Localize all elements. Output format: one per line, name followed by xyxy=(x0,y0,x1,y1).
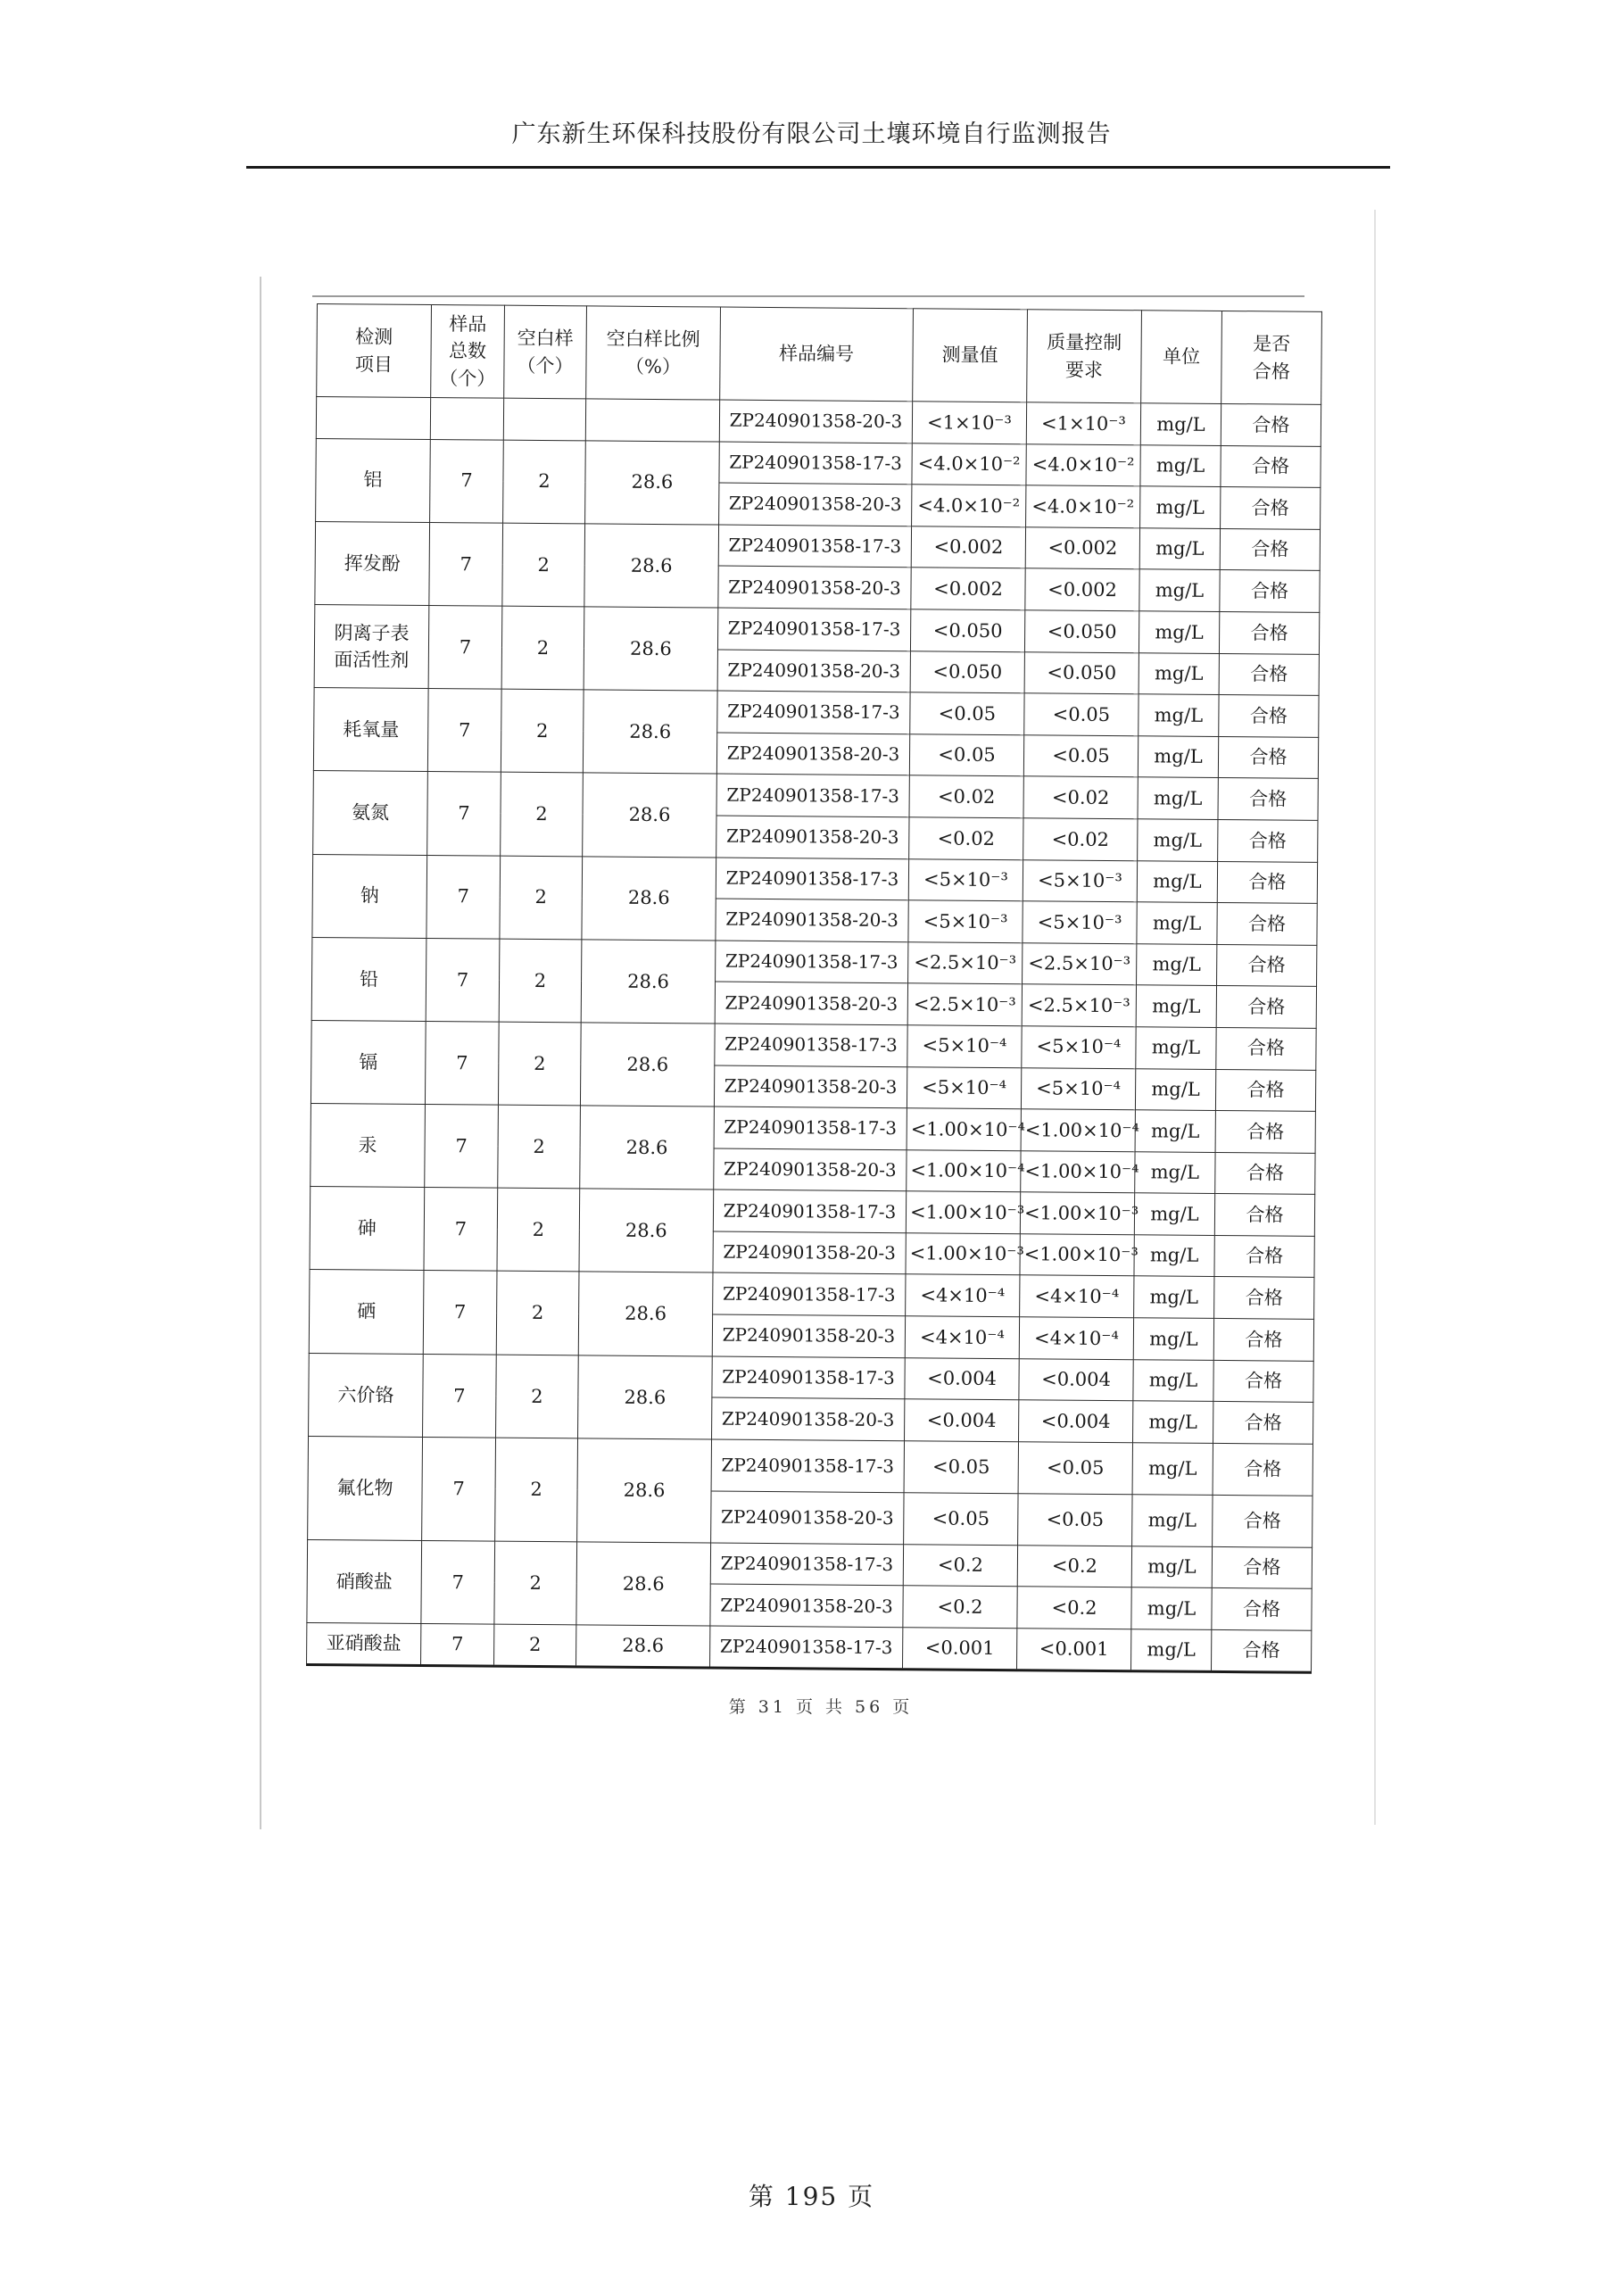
sample-id-cell: ZP240901358-17-3 xyxy=(714,1107,907,1149)
blank-cell: 2 xyxy=(501,772,584,856)
sample-id-cell: ZP240901358-20-3 xyxy=(716,899,908,941)
pass-cell: 合格 xyxy=(1218,736,1318,778)
item-cell xyxy=(314,604,429,688)
header-total: 样品 总数 （个） xyxy=(431,305,505,399)
measured-cell: <0.050 xyxy=(910,609,1024,652)
measured-cell: <0.05 xyxy=(904,1493,1018,1546)
pass-cell: 合格 xyxy=(1217,944,1317,986)
scan-top-line xyxy=(312,295,1304,297)
measured-cell: <5×10⁻³ xyxy=(908,900,1023,943)
table-row xyxy=(311,1020,1316,1069)
unit-cell: mg/L xyxy=(1139,569,1220,611)
sample-id-cell: ZP240901358-20-3 xyxy=(712,1314,905,1357)
sample-id-cell: ZP240901358-17-3 xyxy=(715,1024,907,1066)
unit-cell: mg/L xyxy=(1137,943,1217,985)
measured-cell: <0.05 xyxy=(909,734,1023,776)
sample-id-cell: ZP240901358-17-3 xyxy=(711,1439,904,1493)
measured-cell: <5×10⁻⁴ xyxy=(907,1066,1021,1109)
table-row xyxy=(314,604,1319,653)
qc-cell: <4×10⁻⁴ xyxy=(1020,1275,1134,1318)
qc-cell: <4.0×10⁻² xyxy=(1026,485,1140,528)
item-cell: 硝酸盐 xyxy=(307,1539,422,1623)
table-row xyxy=(310,1187,1314,1236)
blank-cell xyxy=(503,398,585,440)
measured-cell: <1.00×10⁻⁴ xyxy=(907,1149,1021,1192)
qc-cell: <2.5×10⁻³ xyxy=(1023,942,1137,985)
pass-cell: 合格 xyxy=(1219,611,1319,653)
scan-edge-right xyxy=(1374,210,1376,1825)
qc-cell: <0.001 xyxy=(1016,1629,1130,1671)
header-sample: 样品编号 xyxy=(720,307,914,402)
total-cell: 7 xyxy=(427,689,501,773)
pass-cell: 合格 xyxy=(1217,861,1317,903)
sample-id-cell: ZP240901358-20-3 xyxy=(713,1231,906,1274)
qc-cell: <1.00×10⁻⁴ xyxy=(1021,1150,1135,1193)
qc-cell: <0.02 xyxy=(1023,776,1138,819)
unit-cell: mg/L xyxy=(1131,1546,1212,1588)
qc-cell: <5×10⁻³ xyxy=(1023,901,1137,944)
total-cell: 7 xyxy=(426,855,501,939)
pass-cell: 合格 xyxy=(1214,1194,1314,1236)
blank-cell: 2 xyxy=(501,606,584,690)
blank-cell: 2 xyxy=(494,1624,576,1666)
sample-id-cell: ZP240901358-20-3 xyxy=(712,1397,905,1440)
table-row xyxy=(310,1270,1314,1319)
unit-cell: mg/L xyxy=(1140,486,1221,528)
unit-cell: mg/L xyxy=(1132,1443,1213,1496)
unit-cell: mg/L xyxy=(1133,1359,1213,1401)
item-cell: 镉 xyxy=(311,1020,426,1104)
measured-cell: <0.2 xyxy=(903,1586,1017,1629)
item-cell: 钠 xyxy=(312,854,427,938)
unit-cell: mg/L xyxy=(1139,611,1219,653)
measured-cell: <0.05 xyxy=(910,692,1024,735)
unit-cell: mg/L xyxy=(1139,694,1219,736)
total-cell: 7 xyxy=(427,772,501,856)
sample-id-cell: ZP240901358-17-3 xyxy=(713,1272,906,1315)
qc-cell: <0.2 xyxy=(1017,1546,1131,1588)
sample-id-cell: ZP240901358-17-3 xyxy=(710,1626,903,1669)
header-unit: 单位 xyxy=(1141,311,1222,404)
blank-cell: 2 xyxy=(498,1105,581,1189)
sample-id-cell: ZP240901358-17-3 xyxy=(712,1356,905,1399)
ratio-cell: 28.6 xyxy=(584,524,719,608)
ratio-cell: 28.6 xyxy=(584,607,718,691)
qc-cell: <0.05 xyxy=(1018,1494,1132,1546)
ratio-cell: 28.6 xyxy=(578,1355,713,1438)
qc-cell: <0.2 xyxy=(1017,1587,1131,1629)
item-cell: 氟化物 xyxy=(308,1436,423,1540)
table-row xyxy=(316,438,1321,487)
unit-cell: mg/L xyxy=(1134,1276,1214,1318)
qc-cell: <2.5×10⁻³ xyxy=(1022,984,1136,1027)
blank-cell: 2 xyxy=(497,1188,580,1272)
sample-id-cell: ZP240901358-20-3 xyxy=(718,566,911,609)
blank-cell: 2 xyxy=(494,1541,577,1625)
qc-cell: <1.00×10⁻³ xyxy=(1020,1234,1134,1277)
qc-cell: <4×10⁻⁴ xyxy=(1019,1317,1133,1360)
unit-cell: mg/L xyxy=(1134,1235,1214,1277)
sample-id-cell: ZP240901358-17-3 xyxy=(718,525,911,568)
total-cell: 7 xyxy=(423,1271,497,1355)
header-item: 检测 项目 xyxy=(317,304,432,398)
measured-cell: <0.004 xyxy=(905,1399,1019,1442)
ratio-cell: 28.6 xyxy=(580,1023,715,1107)
qc-cell: <0.050 xyxy=(1024,651,1139,694)
sample-id-cell: ZP240901358-17-3 xyxy=(710,1543,903,1586)
qc-cell: <5×10⁻⁴ xyxy=(1021,1067,1135,1110)
total-cell: 7 xyxy=(426,938,500,1022)
total-cell: 7 xyxy=(428,605,502,689)
ratio-cell: 28.6 xyxy=(577,1438,712,1543)
unit-cell: mg/L xyxy=(1133,1401,1213,1443)
table-row xyxy=(307,1622,1312,1671)
table-header-row xyxy=(317,304,1322,405)
sample-id-cell: ZP240901358-17-3 xyxy=(716,774,909,816)
sample-id-cell: ZP240901358-17-3 xyxy=(716,941,908,983)
unit-cell: mg/L xyxy=(1137,902,1217,944)
item-cell: 氨氮 xyxy=(313,771,428,855)
page-number: 第 195 页 xyxy=(748,2182,875,2211)
pass-cell: 合格 xyxy=(1213,1402,1312,1444)
unit-cell: mg/L xyxy=(1138,777,1218,819)
unit-cell: mg/L xyxy=(1134,1193,1214,1235)
sample-id-cell: ZP240901358-20-3 xyxy=(714,1148,907,1191)
qc-cell: <0.05 xyxy=(1018,1442,1132,1495)
sample-id-cell: ZP240901358-20-3 xyxy=(715,982,907,1024)
qc-cell: <1.00×10⁻⁴ xyxy=(1021,1109,1135,1152)
sample-id-cell: ZP240901358-20-3 xyxy=(719,483,912,526)
pass-cell: 合格 xyxy=(1217,903,1317,945)
table-row xyxy=(307,1539,1312,1588)
measured-cell: <2.5×10⁻³ xyxy=(907,983,1022,1026)
ratio-cell: 28.6 xyxy=(580,1106,715,1189)
measured-cell: <1.00×10⁻³ xyxy=(906,1191,1020,1234)
sample-id-cell: ZP240901358-20-3 xyxy=(716,816,909,858)
qc-cell: <0.02 xyxy=(1023,818,1138,861)
qc-cell: <0.050 xyxy=(1024,610,1139,653)
total-cell: 7 xyxy=(425,1021,499,1105)
total-cell: 7 xyxy=(430,439,504,523)
blank-cell: 2 xyxy=(496,1355,579,1438)
item-cell: 六价铬 xyxy=(309,1353,424,1437)
measured-cell: <0.002 xyxy=(911,526,1025,569)
unit-cell: mg/L xyxy=(1136,1027,1216,1069)
total-cell: 7 xyxy=(425,1105,499,1189)
measured-cell: <4.0×10⁻² xyxy=(912,443,1026,485)
unit-cell: mg/L xyxy=(1138,735,1218,777)
measured-cell: <0.02 xyxy=(909,775,1023,818)
pass-cell: 合格 xyxy=(1212,1546,1312,1588)
unit-cell: mg/L xyxy=(1140,403,1221,445)
unit-cell: mg/L xyxy=(1136,985,1216,1027)
item-line: 阴离子表 xyxy=(334,621,410,644)
blank-cell: 2 xyxy=(495,1438,578,1542)
ratio-cell: 28.6 xyxy=(576,1625,710,1668)
unit-cell: mg/L xyxy=(1137,860,1217,902)
blank-cell: 2 xyxy=(500,856,583,940)
ratio-cell: 28.6 xyxy=(576,1542,711,1626)
measured-cell: <0.002 xyxy=(911,568,1025,610)
table-row xyxy=(313,771,1318,820)
table-body xyxy=(307,397,1321,1672)
item-line: 面活性剂 xyxy=(334,649,410,671)
pass-cell: 合格 xyxy=(1213,1360,1313,1402)
item-cell: 砷 xyxy=(310,1187,425,1271)
unit-cell: mg/L xyxy=(1139,652,1219,694)
total-cell: 7 xyxy=(423,1354,497,1438)
qc-cell: <0.05 xyxy=(1023,734,1138,777)
ratio-cell: 28.6 xyxy=(582,856,716,940)
unit-cell: mg/L xyxy=(1140,444,1221,486)
item-cell: 铝 xyxy=(316,438,431,522)
measured-cell: <5×10⁻³ xyxy=(908,858,1023,901)
ratio-cell: 28.6 xyxy=(579,1189,714,1272)
blank-cell: 2 xyxy=(499,939,582,1023)
blank-cell: 2 xyxy=(496,1272,579,1355)
unit-cell: mg/L xyxy=(1139,528,1220,570)
pass-cell: 合格 xyxy=(1213,1443,1312,1496)
measured-cell: <4×10⁻⁴ xyxy=(905,1316,1019,1359)
unit-cell: mg/L xyxy=(1133,1318,1213,1360)
measured-cell: <1.00×10⁻³ xyxy=(906,1233,1020,1276)
total-cell xyxy=(430,398,503,440)
item-cell: 硒 xyxy=(309,1270,424,1354)
qc-results-table xyxy=(306,303,1322,1673)
blank-cell: 2 xyxy=(498,1022,581,1106)
header-qc: 质量控制 要求 xyxy=(1027,310,1142,403)
sample-id-cell: ZP240901358-20-3 xyxy=(714,1065,907,1108)
qc-cell: <5×10⁻³ xyxy=(1023,859,1137,902)
unit-cell: mg/L xyxy=(1132,1495,1213,1547)
sample-id-cell: ZP240901358-17-3 xyxy=(717,691,910,734)
table-row xyxy=(312,937,1317,986)
ratio-cell: 28.6 xyxy=(583,773,717,857)
ratio-cell: 28.6 xyxy=(578,1272,713,1355)
pass-cell: 合格 xyxy=(1219,695,1319,737)
unit-cell: mg/L xyxy=(1135,1068,1215,1110)
sample-id-cell: ZP240901358-20-3 xyxy=(717,650,910,692)
pass-cell: 合格 xyxy=(1213,1318,1313,1360)
pass-cell: 合格 xyxy=(1216,986,1316,1028)
measured-cell: <0.050 xyxy=(910,651,1024,693)
header-measured: 测量值 xyxy=(913,309,1028,402)
measured-cell: <0.05 xyxy=(904,1441,1018,1494)
pass-cell: 合格 xyxy=(1214,1235,1314,1277)
pass-cell: 合格 xyxy=(1220,570,1320,612)
blank-cell: 2 xyxy=(502,523,585,607)
measured-cell: <0.02 xyxy=(909,817,1023,860)
header-blank: 空白样 （个） xyxy=(504,305,587,399)
header-pass: 是否 合格 xyxy=(1221,311,1322,404)
item-cell xyxy=(316,397,430,440)
item-cell: 铅 xyxy=(311,937,426,1021)
pass-cell: 合格 xyxy=(1220,528,1320,570)
blank-cell: 2 xyxy=(501,689,584,773)
table-row xyxy=(311,1104,1315,1153)
qc-cell: <5×10⁻⁴ xyxy=(1022,1026,1136,1069)
table-row xyxy=(312,854,1317,903)
header-rule xyxy=(246,166,1390,169)
qc-cell: <0.004 xyxy=(1019,1400,1133,1443)
unit-cell: mg/L xyxy=(1138,819,1218,861)
measured-cell: <0.2 xyxy=(903,1545,1017,1587)
pass-cell: 合格 xyxy=(1211,1629,1311,1671)
measured-cell: <2.5×10⁻³ xyxy=(908,941,1023,984)
pass-cell: 合格 xyxy=(1221,403,1321,445)
item-cell: 亚硝酸盐 xyxy=(307,1622,421,1665)
total-cell: 7 xyxy=(424,1188,498,1272)
pass-cell: 合格 xyxy=(1221,487,1321,529)
pass-cell: 合格 xyxy=(1215,1152,1315,1194)
ratio-cell xyxy=(585,399,719,442)
sample-id-cell: ZP240901358-20-3 xyxy=(716,733,909,775)
inner-page-number: 第 31 页 共 56 页 xyxy=(728,1697,914,1717)
pass-cell: 合格 xyxy=(1215,1069,1315,1111)
sample-id-cell: ZP240901358-20-3 xyxy=(711,1491,904,1545)
sample-id-cell: ZP240901358-17-3 xyxy=(717,608,910,651)
item-cell: 挥发酚 xyxy=(315,521,430,605)
measured-cell: <4.0×10⁻² xyxy=(912,485,1026,527)
unit-cell: mg/L xyxy=(1130,1629,1211,1671)
item-cell: 汞 xyxy=(311,1104,426,1188)
pass-cell: 合格 xyxy=(1218,778,1318,820)
pass-cell: 合格 xyxy=(1214,1277,1314,1319)
total-cell: 7 xyxy=(421,1540,495,1624)
table-row xyxy=(315,521,1320,570)
unit-cell: mg/L xyxy=(1131,1587,1212,1629)
measured-cell: <0.001 xyxy=(903,1628,1017,1670)
total-cell: 7 xyxy=(422,1437,496,1541)
sample-id-cell: ZP240901358-20-3 xyxy=(719,400,912,443)
qc-cell: <0.002 xyxy=(1025,527,1139,570)
qc-cell: <1×10⁻³ xyxy=(1026,402,1140,445)
measured-cell: <1.00×10⁻⁴ xyxy=(907,1108,1021,1151)
pass-cell: 合格 xyxy=(1212,1588,1312,1630)
report-header-title: 广东新生环保科技股份有限公司土壤环境自行监测报告 xyxy=(511,120,1112,148)
qc-cell: <1.00×10⁻³ xyxy=(1020,1192,1134,1235)
table-row xyxy=(308,1436,1312,1496)
measured-cell: <5×10⁻⁴ xyxy=(907,1025,1022,1068)
sample-id-cell: ZP240901358-17-3 xyxy=(719,442,912,485)
qc-cell: <4.0×10⁻² xyxy=(1026,443,1140,486)
unit-cell: mg/L xyxy=(1135,1110,1215,1152)
pass-cell: 合格 xyxy=(1215,1111,1315,1153)
pass-cell: 合格 xyxy=(1216,1027,1316,1069)
total-cell: 7 xyxy=(421,1623,494,1665)
ratio-cell: 28.6 xyxy=(583,690,717,774)
pass-cell: 合格 xyxy=(1221,445,1321,487)
sample-id-cell: ZP240901358-17-3 xyxy=(716,858,908,900)
table-row xyxy=(314,688,1319,737)
ratio-cell: 28.6 xyxy=(581,940,716,1024)
ratio-cell: 28.6 xyxy=(585,440,720,524)
qc-cell: <0.002 xyxy=(1025,568,1139,611)
measured-cell: <0.004 xyxy=(905,1357,1019,1400)
pass-cell: 合格 xyxy=(1213,1495,1312,1547)
pass-cell: 合格 xyxy=(1218,819,1318,861)
header-ratio: 空白样比例 （%） xyxy=(586,306,721,400)
table-row xyxy=(309,1353,1313,1402)
pass-cell: 合格 xyxy=(1219,653,1319,695)
scan-edge-left xyxy=(260,277,261,1829)
item-cell: 耗氧量 xyxy=(313,688,428,772)
total-cell: 7 xyxy=(429,522,503,606)
qc-cell: <0.05 xyxy=(1024,693,1139,736)
blank-cell: 2 xyxy=(503,440,586,524)
sample-id-cell: ZP240901358-20-3 xyxy=(710,1584,903,1627)
qc-cell: <0.004 xyxy=(1019,1358,1133,1401)
unit-cell: mg/L xyxy=(1135,1151,1215,1193)
measured-cell: <1×10⁻³ xyxy=(912,402,1026,444)
measured-cell: <4×10⁻⁴ xyxy=(906,1274,1020,1317)
sample-id-cell: ZP240901358-17-3 xyxy=(713,1189,906,1232)
